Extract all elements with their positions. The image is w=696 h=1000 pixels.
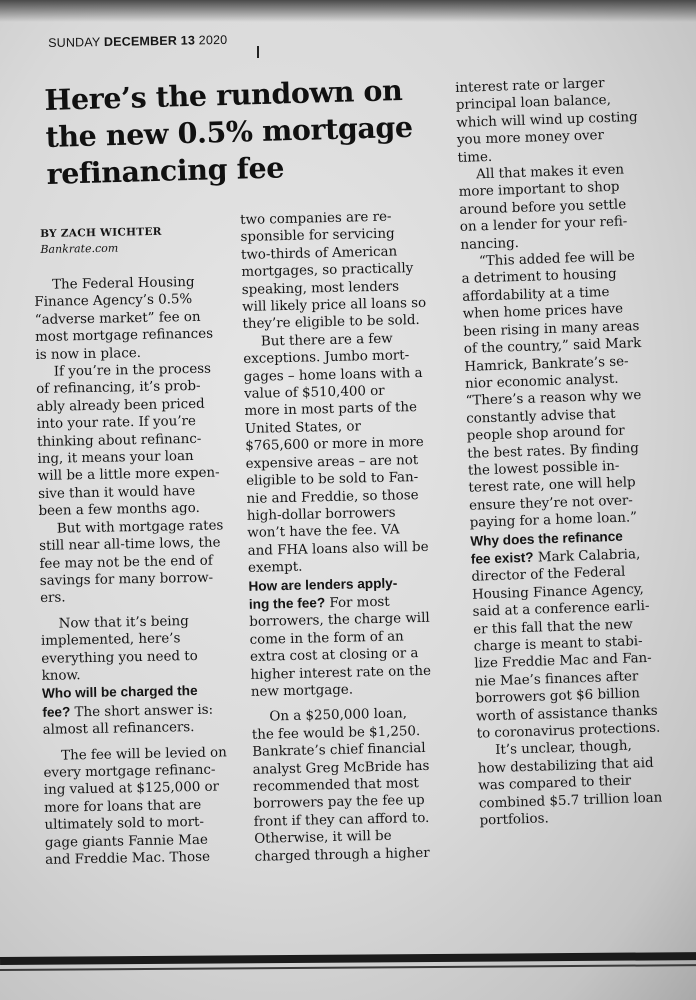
subhead: How are lenders apply- ing the fee?	[248, 575, 398, 612]
paragraph-with-subhead	[470, 524, 696, 743]
dateline-day: SUNDAY	[48, 35, 101, 50]
paragraph-with-subhead	[42, 681, 248, 739]
paragraph-with-subhead	[248, 573, 465, 702]
paragraph: “This added fee will be a detriment to housing affordability at a time when home prices have been rising in many areas of the country,” said Mark Hamrick, Bankrate’s se- nior economic analyst. “There’s a reason why we constantly advise that people shop around for the best rates. By finding the lowest possible in- terest rate, one will help ensure they’re not over- paying for a home loan.”	[461, 249, 642, 531]
paragraph: But there are a few exceptions. Jumbo mort- gages – home loans with a value of $510,400 or more in most parts of the United States, or $765,600 or more in more expensive areas – are not eligible to be sold to Fan- nie and Freddie, so those high-dollar borrowers won’t have the fee. VA and FHA loans also will be exempt.	[243, 331, 429, 577]
paragraph-text: The short answer is: almost all refinancers.	[42, 702, 214, 739]
paragraph-text: Mark Calabria, director of the Federal Housing Finance Agency, said at a conference earli- er this fall that the new charge is meant to stabi- lize Freddie Mac and Fan- nie Mae’s finances after borrowers got $6 billion worth of assistance thanks to coronavirus protections.	[471, 547, 661, 742]
byline	[40, 224, 162, 258]
paragraph: If you’re in the process of refinancing, it’s prob- ably already been priced into your rate. If you’re thinking about refinanc- ing, it means your loan will be a little more expen- sive than it would have been a few months ago.	[36, 361, 220, 520]
paragraph-text: For most borrowers, the charge will come in the form of an extra cost at closing or a higher interest rate on the new mortgage.	[249, 594, 432, 700]
dateline-year: 2020	[198, 32, 228, 48]
paragraph: On a $250,000 loan, the fee would be $1,250. Bankrate’s chief financial analyst Greg McBride has recommended that most borrowers pay the fee up front if they can afford to. Otherwise, it will be charged through a higher	[251, 706, 430, 865]
paragraph: two companies are re- sponsible for servicing two-thirds of American mortgages, so practically speaking, most lenders will likely price all loans so they’re eligible to be sold.	[240, 209, 427, 333]
paragraph: It’s unclear, though, how destabilizing that aid was compared to their combined $5.7 trillion loan portfolios.	[477, 738, 663, 829]
byline-source: Bankrate.com	[40, 241, 119, 256]
paragraph: The fee will be levied on every mortgage refinanc- ing valued at $125,000 or more for loans that are ultimately sold to mort- gage giants Fannie Mae and Freddie Mac. Those	[43, 744, 227, 868]
paragraph: But with mortgage rates still near all-time lows, the fee may not be the end of savings for many borrow- ers.	[39, 518, 224, 607]
paragraph: All that makes it even more important to shop around before you settle on a lender for your refi- nancing.	[458, 162, 628, 253]
dateline-date: DECEMBER 13	[103, 33, 196, 50]
paragraph: Now that it’s being implemented, here’s everything you need to know.	[40, 613, 198, 684]
subhead: Who will be charged the fee?	[41, 683, 198, 720]
dateline	[48, 33, 227, 50]
article-column-3	[455, 72, 696, 830]
subhead: Why does the refinance fee exist?	[470, 528, 624, 567]
paragraph: The Federal Housing Finance Agency’s 0.5% “adverse market” fee on most mortgage refinances is now in place.	[34, 274, 214, 363]
bottom-thin-rule	[0, 964, 696, 970]
article-column-2	[240, 207, 469, 866]
column-tick-mark	[257, 46, 259, 58]
page-edge-shadow	[0, 0, 696, 22]
bottom-rule	[0, 952, 696, 965]
byline-author: BY ZACH WICHTER	[40, 225, 162, 240]
paragraph: interest rate or larger principal loan balance, which will wind up costing you more money over time.	[455, 76, 638, 166]
article-headline: Here’s the rundown on the new 0.5% mortgage refinancing fee	[44, 73, 414, 191]
article-column-1	[34, 273, 250, 869]
